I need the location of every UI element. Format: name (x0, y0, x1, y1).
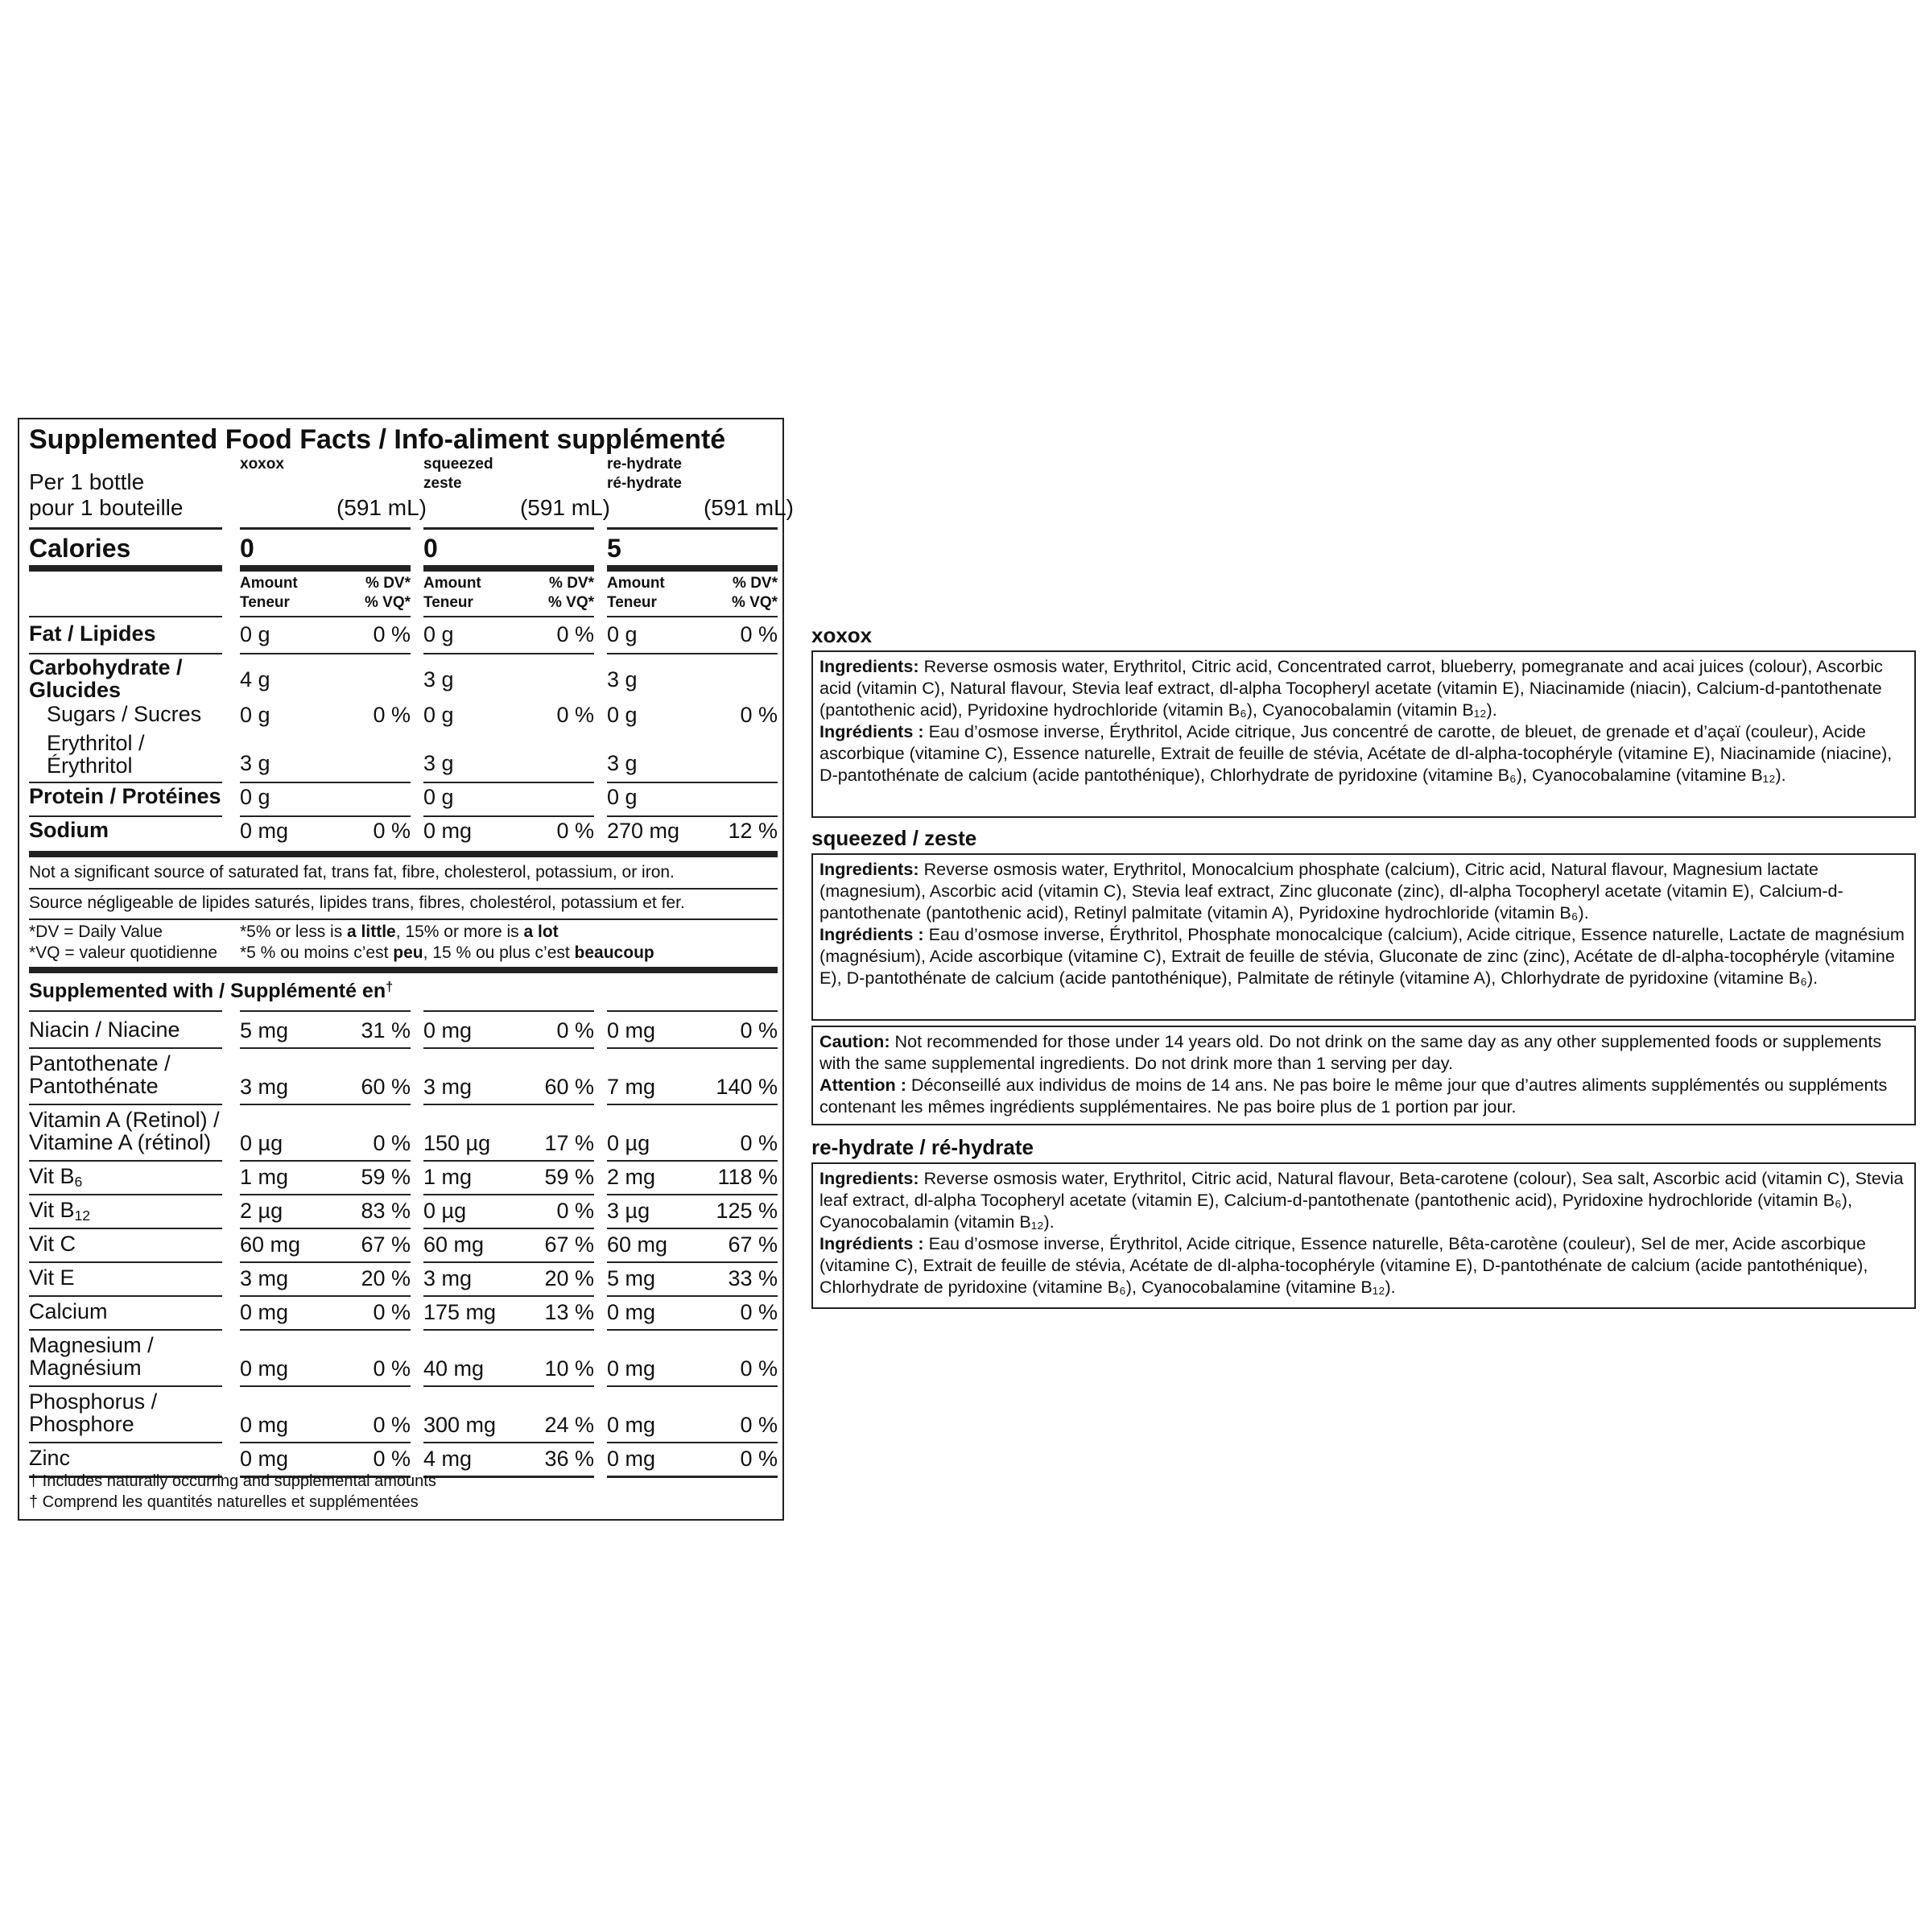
supplement-dv: 140 % (716, 1075, 778, 1099)
thick-rule (29, 851, 778, 857)
divider (29, 815, 222, 817)
supplement-amount: 0 mg (240, 1300, 289, 1324)
divider (240, 1385, 411, 1387)
supplement-label: Vit C (29, 1232, 76, 1256)
nutrient-amount: 0 mg (240, 819, 289, 843)
divider (240, 1228, 411, 1229)
divider (29, 1104, 222, 1105)
divider (29, 653, 222, 654)
nutrient-dv: 0 % (740, 703, 778, 727)
not-significant-fr: Source négligeable de lipides saturés, lipides trans, fibres, cholestérol, potassium et fer. (29, 894, 685, 912)
divider (607, 1442, 778, 1443)
thick-rule (607, 565, 778, 572)
divider (240, 616, 411, 617)
supplement-amount: 3 µg (607, 1199, 650, 1223)
divider (240, 1010, 411, 1012)
nutrient-amount: 0 g (607, 785, 638, 809)
supplement-dv: 0 % (740, 1018, 778, 1042)
supplement-label: Phosphore (29, 1412, 134, 1436)
serving-fr: pour 1 bouteille (29, 495, 184, 520)
dv-label: % DV* % VQ* (547, 575, 594, 611)
caution-box (811, 1026, 1916, 1125)
divider (240, 1194, 411, 1195)
nutrient-amount: 0 mg (423, 819, 473, 843)
supplement-amount: 0 µg (423, 1199, 467, 1223)
supplement-dv: 0 % (373, 1447, 411, 1471)
nutrient-amount: 3 g (240, 751, 270, 775)
divider (29, 1010, 222, 1012)
dv-definition-fr: *VQ = valeur quotidienne (29, 943, 218, 962)
nutrient-label: Carbohydrate / (29, 655, 183, 679)
divider (29, 1329, 222, 1331)
caution-fr: Attention : Déconseillé aux individus de moins de 14 ans. Ne pas boire le même jour que d’autres aliments supplémentés ou suppléments contenant les mêmes ingrédients supplémentaires. Ne pas boire plus de 1 portion par jour. (819, 1075, 1888, 1117)
supplement-dv: 118 % (717, 1165, 778, 1189)
divider (423, 527, 594, 530)
divider (423, 1160, 594, 1162)
ingredients-heading-rehydrate: re-hydrate / ré-hydrate (811, 1135, 1034, 1159)
divider (423, 782, 594, 783)
divider (240, 782, 411, 783)
supplement-dv: 67 % (544, 1232, 594, 1257)
divider (29, 888, 778, 890)
divider (607, 815, 778, 817)
supplement-label: Phosphorus / (29, 1389, 158, 1414)
amount-label: Amount Teneur (607, 575, 665, 611)
nutrient-dv: 0 % (373, 622, 411, 646)
supplement-amount: 150 µg (423, 1131, 491, 1155)
supplement-label: Pantothenate / (29, 1051, 171, 1075)
supplement-dv: 60 % (361, 1075, 411, 1099)
nutrient-amount: 3 g (607, 751, 638, 775)
thick-rule (29, 565, 222, 572)
nutrient-label: Sugars / Sucres (47, 702, 202, 726)
divider (423, 1329, 594, 1331)
divider (29, 1295, 222, 1297)
divider (240, 527, 411, 530)
divider (607, 1295, 778, 1297)
nutrient-label: Fat / Lipides (29, 621, 156, 646)
supplement-dv: 13 % (544, 1300, 594, 1324)
supplement-dv: 0 % (373, 1131, 411, 1155)
divider (29, 1194, 222, 1195)
thick-rule (240, 565, 411, 572)
supplement-dv: 59 % (544, 1165, 594, 1189)
supplement-amount: 3 mg (423, 1266, 473, 1290)
supplement-dv: 10 % (544, 1356, 594, 1381)
supplement-amount: 0 µg (607, 1131, 650, 1155)
divider (29, 616, 222, 617)
dv-label: % DV* % VQ* (731, 575, 778, 611)
supplement-label: Magnesium / (29, 1333, 154, 1357)
divider (29, 1442, 222, 1443)
calories-value: 0 (240, 534, 254, 563)
divider (240, 1261, 411, 1263)
supplement-label: Niacin / Niacine (29, 1018, 180, 1042)
supplement-amount: 60 mg (607, 1232, 668, 1257)
supplement-amount: 4 mg (423, 1447, 473, 1471)
product-volume: (591 mL) (519, 495, 610, 520)
nutrient-amount: 0 g (607, 622, 638, 646)
divider (607, 527, 778, 530)
supplement-dv: 67 % (728, 1232, 778, 1257)
divider (29, 1385, 222, 1387)
nutrient-dv: 12 % (728, 819, 778, 843)
divider (423, 653, 594, 654)
divider (240, 1047, 411, 1049)
supplement-amount: 0 mg (607, 1018, 656, 1042)
calories-value: 5 (607, 534, 621, 563)
nutrient-amount: 3 g (423, 667, 454, 691)
ingredients-heading-xoxox: xoxox (811, 623, 873, 647)
nutrient-amount: 0 g (423, 703, 454, 727)
supplement-label: Vitamine A (rétinol) (29, 1130, 212, 1154)
nutrient-amount: 0 g (423, 785, 454, 809)
nutrient-amount: 4 g (240, 667, 270, 691)
divider (607, 653, 778, 654)
supplement-label: Vit B12 (29, 1198, 91, 1224)
supplement-amount: 5 mg (240, 1018, 289, 1042)
supplement-dv: 20 % (544, 1266, 594, 1290)
divider (240, 1160, 411, 1162)
facts-title: Supplemented Food Facts / Info-aliment supplémenté (29, 424, 726, 455)
divider (423, 1476, 594, 1478)
supplement-amount: 0 mg (240, 1413, 289, 1437)
supplement-amount: 0 mg (607, 1356, 656, 1381)
supplement-amount: 7 mg (607, 1075, 656, 1099)
divider (607, 1385, 778, 1387)
supplement-dv: 0 % (740, 1131, 778, 1155)
supplement-label: Pantothénate (29, 1074, 159, 1098)
supplement-amount: 0 mg (607, 1413, 656, 1437)
supplement-amount: 40 mg (423, 1356, 485, 1381)
supplement-label: Vit B6 (29, 1164, 83, 1191)
divider (607, 1329, 778, 1331)
supplement-dv: 83 % (361, 1199, 411, 1223)
ingredients-en: Ingredients: Reverse osmosis water, Erythritol, Citric acid, Natural flavour, Beta-carotene (colour), Sea salt, Ascorbic acid (vitamin C), Stevia leaf extract, dl-alpha Tocopheryl acetate (vitamin E), Calcium-d-pantothenate (pantothenic acid), Pyridoxine hydrochloride (vitamin B₆), Cyanocobalamin (vitamin B₁₂). (819, 1168, 1904, 1232)
supplement-label: Vit E (29, 1265, 75, 1290)
supplement-dv: 31 % (361, 1018, 411, 1042)
supplement-dv: 33 % (728, 1266, 778, 1290)
supplement-amount: 60 mg (423, 1232, 485, 1257)
supplement-amount: 3 mg (240, 1075, 289, 1099)
nutrient-label: Erythritol / (47, 731, 145, 755)
ingredients-box-xoxox (811, 650, 1916, 818)
supplement-amount: 175 mg (423, 1300, 497, 1324)
nutrient-label: Glucides (29, 678, 122, 702)
product-name-xoxox: xoxox (240, 456, 284, 473)
product-name-squeezed: squeezed (423, 456, 493, 473)
divider (29, 1261, 222, 1263)
thick-rule (29, 967, 778, 973)
dv-note-en: *5% or less is a little, 15% or more is a lot (240, 923, 559, 941)
supplement-dv: 36 % (544, 1447, 594, 1471)
nutrient-dv: 0 % (556, 622, 594, 646)
ingredients-box-squeezed (811, 853, 1916, 1021)
nutrient-label: Sodium (29, 818, 109, 842)
product-name-zeste: zeste (423, 475, 462, 492)
supplement-amount: 1 mg (240, 1165, 289, 1189)
nutrient-amount: 0 g (423, 622, 454, 646)
supplement-amount: 60 mg (240, 1232, 301, 1257)
ingredients-fr: Ingrédients : Eau d’osmose inverse, Érythritol, Phosphate monocalcique (calcium), Acide citrique, Essence naturelle, Lactate de magnésium (magnésium), Acide ascorbique (vitamine C), Extrait de feuille de stévia, Gluconate de zinc (zinc), Acétate de dl-alpha-tocophéryle (vitamine E), D-pantothénate de calcium (acide pantothénique), Palmitate de rétinyle (vitamine A), Chlorhydrate de pyridoxine (vitamine B₆). (819, 924, 1905, 988)
ingredients-en: Ingredients: Reverse osmosis water, Erythritol, Monocalcium phosphate (calcium), Citric acid, Natural flavour, Magnesium lactate (magnesium), Ascorbic acid (vitamin C), Stevia leaf extract, Zinc gluconate (zinc), dl-alpha Tocopheryl acetate (vitamin E), Calcium-d-pantothenate (pantothenic acid), Retinyl palmitate (vitamin A), Pyridoxine hydrochloride (vitamin B₆). (819, 859, 1843, 923)
supplement-dv: 20 % (361, 1266, 411, 1290)
dv-definition-en: *DV = Daily Value (29, 923, 163, 941)
dv-label: % DV* % VQ* (364, 575, 411, 611)
divider (607, 1228, 778, 1229)
supplement-dv: 60 % (544, 1075, 594, 1099)
divider (423, 1385, 594, 1387)
supplement-amount: 300 mg (423, 1413, 497, 1437)
divider (423, 1194, 594, 1195)
supplement-dv: 0 % (740, 1356, 778, 1381)
nutrient-amount: 0 g (240, 622, 270, 646)
ingredients-box-rehydrate (811, 1162, 1916, 1309)
divider (423, 1442, 594, 1443)
ingredients-heading-squeezed: squeezed / zeste (811, 826, 977, 850)
divider (29, 919, 778, 920)
supplement-amount: 2 mg (607, 1165, 656, 1189)
divider (240, 1442, 411, 1443)
divider (607, 1261, 778, 1263)
supplement-label: Vitamin A (Retinol) / (29, 1108, 220, 1132)
footnote-fr: † Comprend les quantités naturelles et supplémentées (29, 1493, 419, 1511)
supplemented-title: Supplemented with / Supplémenté en† (29, 979, 394, 1002)
product-name-rehydrate: re-hydrate (607, 456, 682, 473)
nutrient-amount: 0 g (240, 703, 270, 727)
divider (423, 815, 594, 817)
divider (423, 616, 594, 617)
product-volume: (591 mL) (336, 495, 427, 520)
supplement-amount: 0 mg (607, 1447, 656, 1471)
supplement-amount: 2 µg (240, 1199, 283, 1223)
dv-note-fr: *5 % ou moins c’est peu, 15 % ou plus c’est beaucoup (240, 943, 654, 962)
amount-label: Amount Teneur (423, 575, 481, 611)
supplement-dv: 17 % (544, 1131, 594, 1155)
supplement-dv: 67 % (361, 1232, 411, 1257)
divider (240, 815, 411, 817)
product-volume: (591 mL) (703, 495, 794, 520)
supplement-label: Calcium (29, 1299, 108, 1323)
divider (607, 1160, 778, 1162)
divider (607, 782, 778, 783)
supplement-dv: 59 % (361, 1165, 411, 1189)
nutrient-label: Érythritol (47, 753, 133, 778)
nutrient-amount: 3 g (607, 667, 638, 691)
divider (607, 1010, 778, 1012)
divider (607, 1047, 778, 1049)
supplement-dv: 125 % (716, 1199, 778, 1223)
divider (29, 1160, 222, 1162)
not-significant-en: Not a significant source of saturated fat, trans fat, fibre, cholesterol, potassium, or iron. (29, 863, 675, 881)
product-name-rehydrate-fr: ré-hydrate (607, 475, 682, 492)
nutrient-amount: 270 mg (607, 819, 680, 843)
supplement-dv: 24 % (544, 1413, 594, 1437)
supplement-dv: 0 % (556, 1018, 594, 1042)
nutrient-dv: 0 % (373, 819, 411, 843)
supplement-label: Zinc (29, 1446, 71, 1470)
divider (423, 1010, 594, 1012)
caution-en: Caution: Not recommended for those under 14 years old. Do not drink on the same day as any other supplemented foods or supplements with the same supplemental ingredients. Do not drink more than 1 serving per day. (819, 1031, 1882, 1073)
ingredients-fr: Ingrédients : Eau d’osmose inverse, Érythritol, Acide citrique, Jus concentré de carotte, de bleuet, de grenade et d’açaï (couleur), Acide ascorbique (vitamine C), Essence naturelle, Extrait de feuille de stévia, Acétate de dl-alpha-tocophéryle (vitamine E), Niacinamide (niacine), D-pantothénate de calcium (acide pantothénique), Chlorhydrate de pyridoxine (vitamine B₆), Cyanocobalamine (vitamine B₁₂). (819, 721, 1893, 785)
supplement-amount: 0 mg (240, 1356, 289, 1381)
footnote-en: † Includes naturally occurring and supplemental amounts (29, 1472, 436, 1490)
supplement-amount: 0 µg (240, 1131, 283, 1155)
supplement-dv: 0 % (373, 1300, 411, 1324)
nutrient-dv: 0 % (556, 703, 594, 727)
nutrient-label: Protein / Protéines (29, 784, 221, 808)
calories-label: Calories (29, 534, 131, 563)
supplement-dv: 0 % (556, 1199, 594, 1223)
divider (240, 653, 411, 654)
supplement-label: Magnésium (29, 1356, 142, 1380)
supplement-amount: 1 mg (423, 1165, 473, 1189)
supplement-dv: 0 % (740, 1447, 778, 1471)
divider (423, 1261, 594, 1263)
supplement-amount: 3 mg (240, 1266, 289, 1290)
supplement-dv: 0 % (373, 1413, 411, 1437)
divider (29, 782, 222, 783)
thick-rule (423, 565, 594, 572)
nutrient-dv: 0 % (556, 819, 594, 843)
supplement-amount: 5 mg (607, 1266, 656, 1290)
supplement-amount: 0 mg (240, 1447, 289, 1471)
serving-en: Per 1 bottle (29, 469, 145, 494)
divider (607, 1476, 778, 1478)
ingredients-en: Ingredients: Reverse osmosis water, Erythritol, Citric acid, Concentrated carrot, blueberry, pomegranate and acai juices (colour), Ascorbic acid (vitamin C), Natural flavour, Stevia leaf extract, dl-alpha Tocopheryl acetate (vitamin E), Niacinamide (niacin), Calcium-d-pantothenate (pantothenic acid), Pyridoxine hydrochloride (vitamin B₆), Cyanocobalamin (vitamin B₁₂). (819, 656, 1883, 720)
divider (607, 1104, 778, 1105)
nutrition-facts-panel (18, 418, 794, 1521)
divider (240, 1295, 411, 1297)
divider (423, 1047, 594, 1049)
nutrient-amount: 3 g (423, 751, 454, 775)
nutrient-dv: 0 % (740, 622, 778, 646)
supplement-amount: 0 mg (607, 1300, 656, 1324)
supplement-amount: 3 mg (423, 1075, 473, 1099)
divider (607, 616, 778, 617)
divider (29, 527, 222, 530)
nutrient-amount: 0 g (607, 703, 638, 727)
divider (29, 1047, 222, 1049)
divider (423, 1228, 594, 1229)
calories-value: 0 (423, 534, 438, 563)
supplement-amount: 0 mg (423, 1018, 473, 1042)
divider (29, 1228, 222, 1229)
nutrient-amount: 0 g (240, 785, 270, 809)
nutrient-dv: 0 % (373, 703, 411, 727)
divider (240, 1104, 411, 1105)
divider (423, 1295, 594, 1297)
supplement-dv: 0 % (373, 1356, 411, 1381)
supplement-dv: 0 % (740, 1413, 778, 1437)
divider (240, 1329, 411, 1331)
amount-label: Amount Teneur (240, 575, 298, 611)
divider (607, 1194, 778, 1195)
supplement-dv: 0 % (740, 1300, 778, 1324)
divider (423, 1104, 594, 1105)
ingredients-fr: Ingrédients : Eau d’osmose inverse, Érythritol, Acide citrique, Essence naturelle, Bêta-carotène (couleur), Sel de mer, Acide ascorbique (vitamine C), Extrait de feuille de stévia, Acétate de dl-alpha-tocophéryle (vitamine E), D-pantothénate de calcium (acide pantothénique), Chlorhydrate de pyridoxine (vitamine B₆), Cyanocobalamine (vitamine B₁₂). (819, 1233, 1868, 1297)
